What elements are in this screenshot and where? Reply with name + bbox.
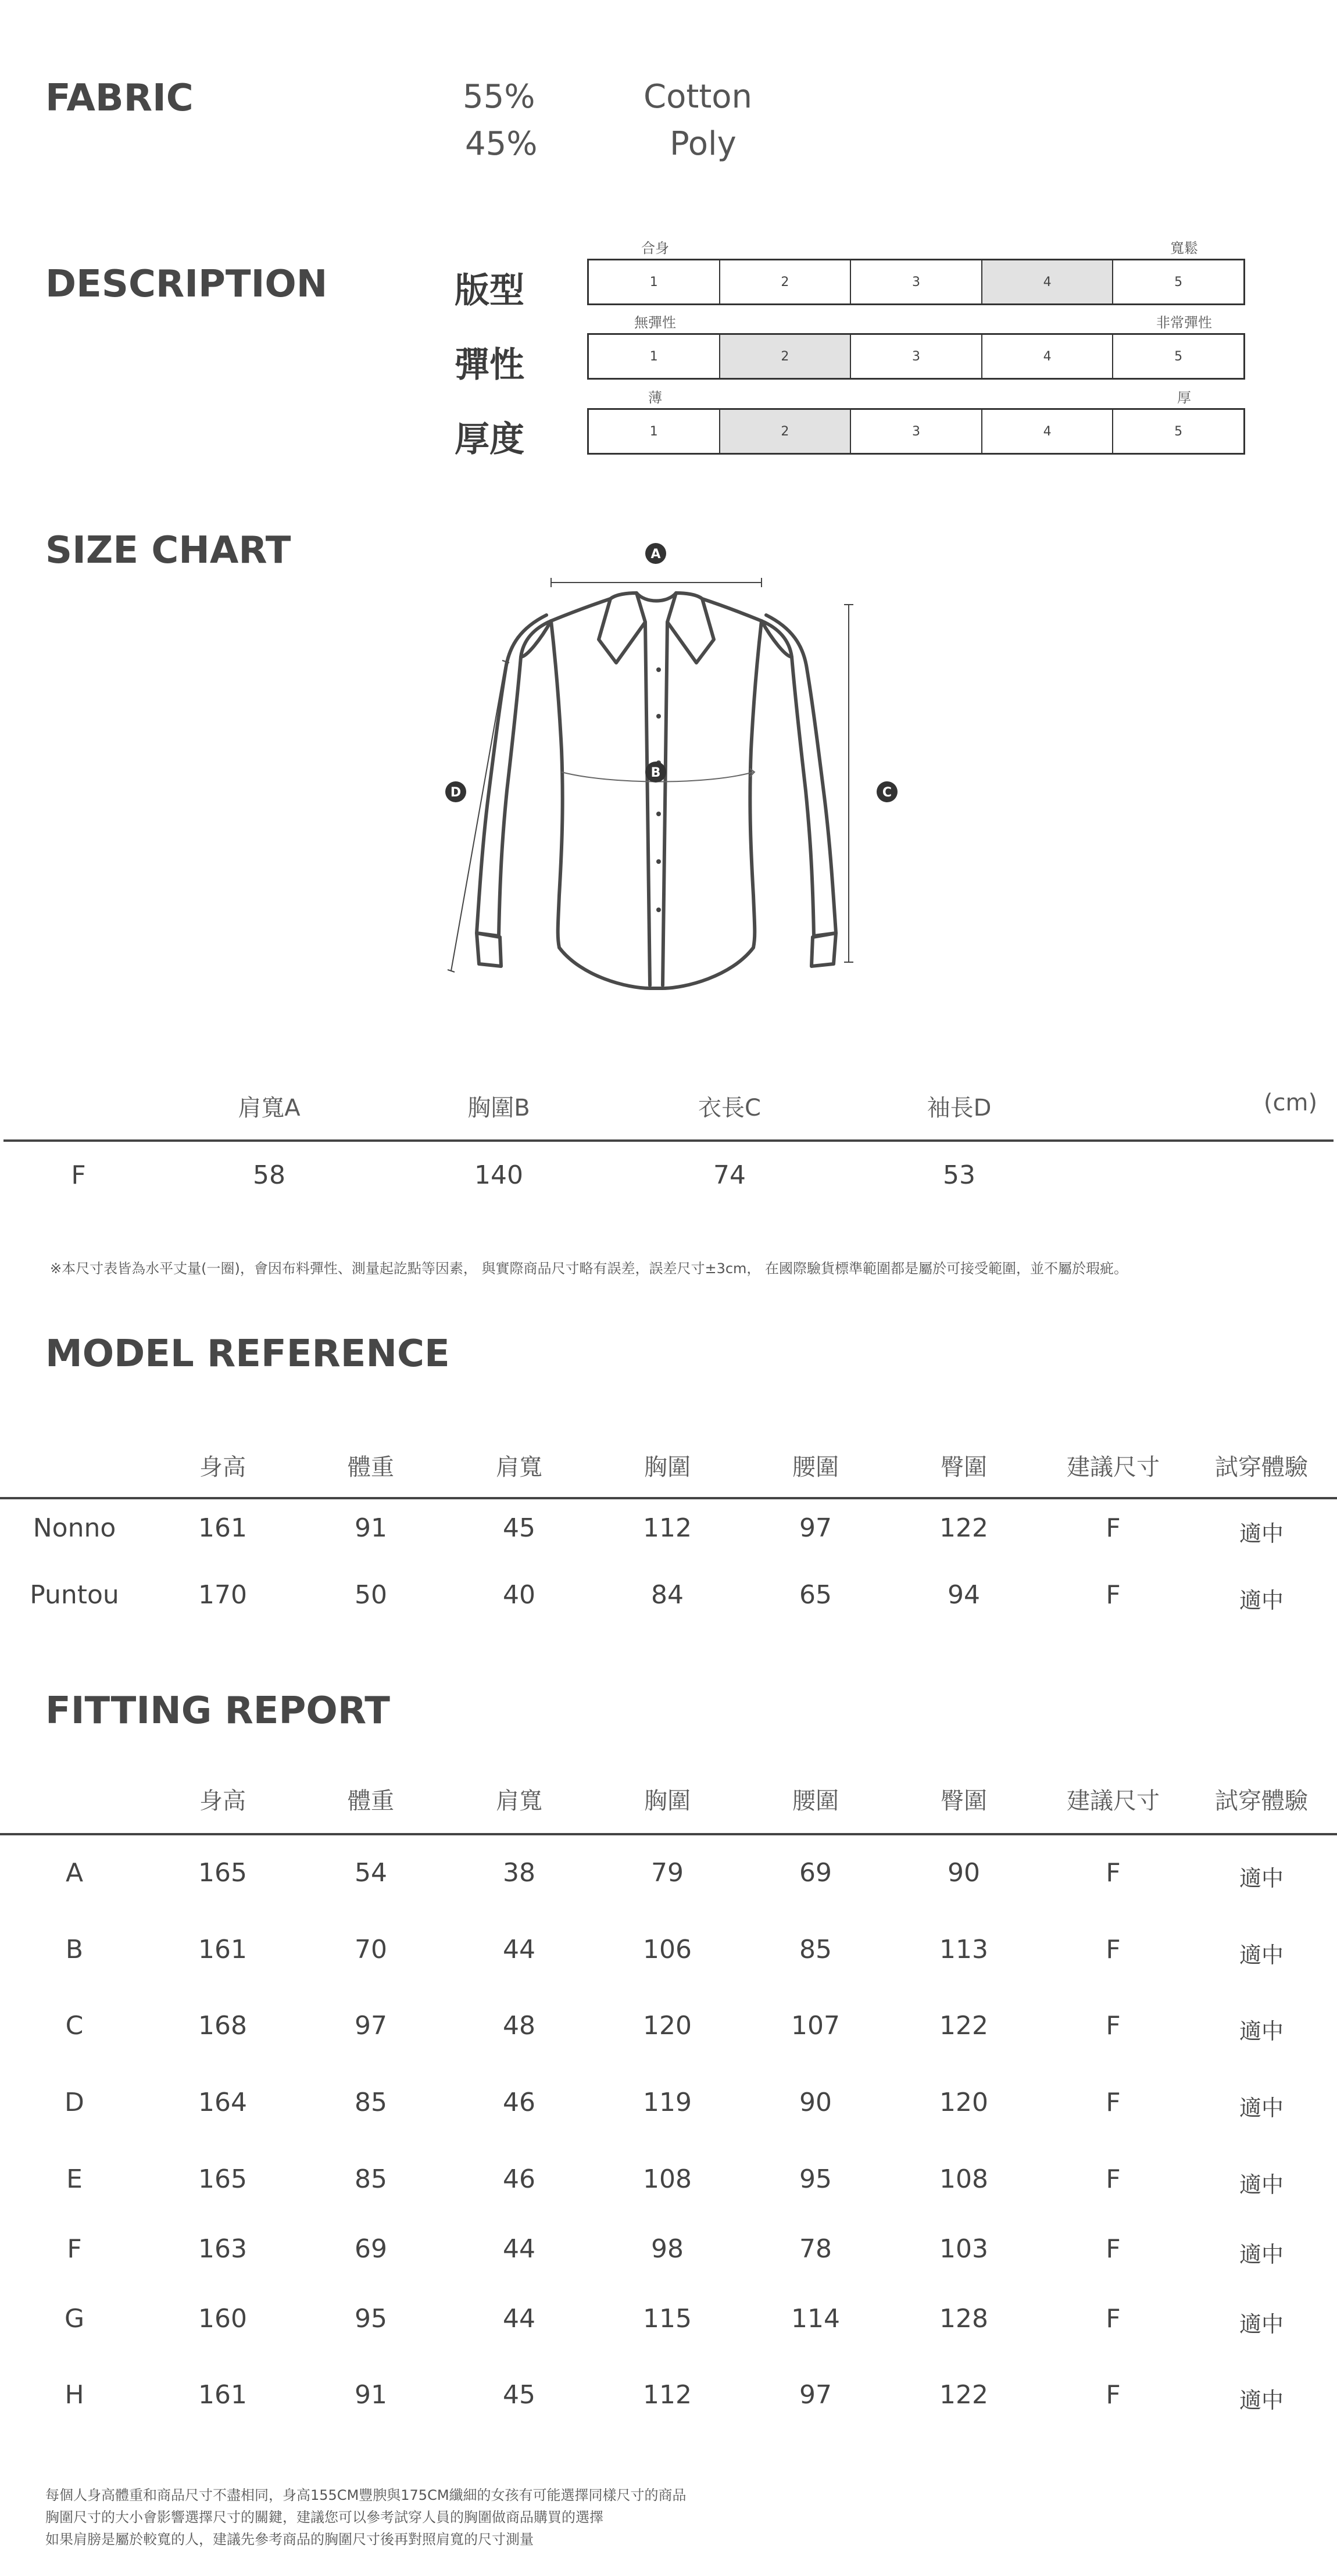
marker-a [645, 543, 666, 564]
scale-step: 5 [1112, 410, 1243, 453]
fitting_report-cell: 44 [503, 2234, 535, 2264]
fabric-material-1: Cotton [644, 78, 753, 116]
scale-high-label-2: 非常彈性 [1156, 315, 1212, 331]
fitting_report-cell: 適中 [1239, 2242, 1284, 2267]
fabric-heading: FABRIC [45, 77, 194, 120]
fitting_report-cell: 90 [948, 1858, 980, 1888]
scale-step: 1 [649, 349, 658, 364]
scale-step: 4 [981, 410, 1113, 453]
scale-step: 5 [1112, 335, 1243, 378]
fitting_report-cell: 122 [939, 2380, 988, 2410]
fitting_report-cell: F [1106, 2088, 1121, 2117]
fitting_report-cell: 78 [799, 2234, 832, 2264]
scale-step: 3 [850, 335, 981, 378]
fitting_report-cell: 160 [198, 2304, 247, 2334]
description-heading: DESCRIPTION [45, 263, 328, 306]
scale-step: 4 [981, 335, 1113, 378]
fabric-percent-2: 45% [465, 125, 538, 163]
fitting_report-cell: 161 [198, 2380, 247, 2410]
fitting_report-rule [0, 1833, 1337, 1835]
fitting_report-cell: 95 [355, 2304, 387, 2334]
scale-low-label-3: 薄 [648, 390, 662, 406]
size-row-label: F [71, 1160, 86, 1190]
model_reference-header: 胸圍 [644, 1454, 691, 1481]
fitting_report-row-label: C [65, 2011, 84, 2041]
fitting_report-header: 肩寬 [496, 1788, 542, 1814]
fitting_report-cell: 113 [939, 1935, 988, 1964]
model_reference-cell: 50 [355, 1580, 387, 1610]
model_reference-header: 腰圍 [792, 1454, 839, 1481]
scale-step: 3 [850, 260, 981, 303]
fitting_report-cell: 適中 [1239, 1942, 1284, 1968]
fitting_report-row-label: E [66, 2164, 83, 2194]
size-header: 衣長C [698, 1095, 761, 1121]
size-header: 袖長D [927, 1095, 992, 1121]
size-cell: 140 [474, 1160, 523, 1190]
fitting-note-1: 每個人身高體重和商品尺寸不盡相同，身高155CM豐腴與175CM纖細的女孩有可能選擇同樣尺寸的商品 [45, 2487, 687, 2503]
size-cell: 58 [253, 1160, 285, 1190]
model_reference-row-label: Nonno [33, 1513, 116, 1543]
fitting_report-header: 胸圍 [644, 1788, 691, 1814]
size-unit: (cm) [1263, 1089, 1318, 1116]
fitting_report-cell: 165 [198, 1858, 247, 1888]
fabric-percent-1: 55% [463, 78, 535, 116]
fitting_report-cell: 128 [939, 2304, 988, 2334]
fitting_report-cell: 85 [355, 2088, 387, 2117]
fitting_report-header: 身高 [199, 1788, 246, 1814]
fitting_report-cell: 70 [355, 1935, 387, 1964]
fitting_report-cell: 108 [643, 2164, 692, 2194]
scale-step: 5 [1112, 260, 1243, 303]
model_reference-cell: 65 [799, 1580, 832, 1610]
model_reference-cell: 112 [643, 1513, 692, 1543]
model_reference-header: 體重 [348, 1454, 394, 1481]
scale-step: 2 [719, 410, 850, 453]
fitting_report-row-label: H [65, 2380, 84, 2410]
size-table-rule [3, 1139, 1334, 1142]
fitting_report-cell: 90 [799, 2088, 832, 2117]
scale-low-label-2: 無彈性 [634, 315, 676, 331]
model_reference-header: 肩寬 [496, 1454, 542, 1481]
fitting_report-cell: 122 [939, 2011, 988, 2041]
marker-d [445, 781, 466, 802]
scale-row-1 [587, 259, 1245, 305]
model_reference-cell: 94 [948, 1580, 980, 1610]
fitting_report-cell: 適中 [1239, 2018, 1284, 2044]
model-reference-heading: MODEL REFERENCE [45, 1332, 450, 1375]
model_reference-cell: 適中 [1239, 1521, 1284, 1546]
fitting_report-cell: F [1106, 2011, 1121, 2041]
model_reference-header: 臀圍 [941, 1454, 987, 1481]
fitting-note-2: 胸圍尺寸的大小會影響選擇尺寸的關鍵，建議您可以參考試穿人員的胸圍做商品購買的選擇 [45, 2509, 603, 2525]
scale-high-label-3: 厚 [1177, 390, 1191, 406]
marker-c-label: C [882, 785, 892, 800]
fitting_report-cell: 45 [503, 2380, 535, 2410]
model_reference-cell: 161 [198, 1513, 247, 1543]
fitting_report-cell: 44 [503, 2304, 535, 2334]
fitting_report-cell: F [1106, 2164, 1121, 2194]
scale-step: 1 [649, 424, 658, 439]
fitting_report-cell: 119 [643, 2088, 692, 2117]
fitting_report-cell: 適中 [1239, 1866, 1284, 1891]
fitting_report-cell: 103 [939, 2234, 988, 2264]
fitting_report-cell: 適中 [1239, 2172, 1284, 2198]
fitting_report-cell: 164 [198, 2088, 247, 2117]
size-header: 肩寬A [238, 1095, 301, 1121]
scale-label-1: 版型 [455, 270, 524, 311]
fitting_report-header: 建議尺寸 [1067, 1788, 1160, 1814]
fitting_report-row-label: G [64, 2304, 85, 2334]
scale-step: 1 [649, 274, 658, 290]
fitting_report-cell: F [1106, 2304, 1121, 2334]
model_reference-cell: 84 [651, 1580, 684, 1610]
model_reference-header: 試穿體驗 [1215, 1454, 1308, 1481]
fitting_report-cell: 69 [799, 1858, 832, 1888]
fitting_report-cell: 適中 [1239, 2311, 1284, 2337]
marker-b [645, 762, 666, 783]
size-cell: 53 [943, 1160, 975, 1190]
fitting_report-cell: 46 [503, 2088, 535, 2117]
fitting_report-cell: 120 [643, 2011, 692, 2041]
size-header: 胸圍B [467, 1095, 530, 1121]
fitting_report-row-label: B [65, 1935, 84, 1964]
scale-row-3 [587, 408, 1245, 455]
fitting_report-cell: 91 [355, 2380, 387, 2410]
fitting_report-cell: F [1106, 1858, 1121, 1888]
model_reference-cell: 40 [503, 1580, 535, 1610]
model_reference-cell: F [1106, 1580, 1121, 1610]
fitting_report-cell: 44 [503, 1935, 535, 1964]
scale-step: 2 [719, 260, 850, 303]
fitting_report-cell: 163 [198, 2234, 247, 2264]
model_reference-cell: 適中 [1239, 1588, 1284, 1613]
fitting_report-cell: 168 [198, 2011, 247, 2041]
model_reference-cell: 170 [198, 1580, 247, 1610]
fitting-note-3: 如果肩膀是屬於較寬的人，建議先參考商品的胸圍尺寸後再對照肩寬的尺寸測量 [45, 2531, 534, 2548]
model_reference-header: 身高 [199, 1454, 246, 1481]
scale-step: 3 [850, 410, 981, 453]
marker-a-label: A [650, 547, 661, 562]
fitting_report-cell: 適中 [1239, 2095, 1284, 2121]
fitting-report-heading: FITTING REPORT [45, 1689, 390, 1732]
model_reference-cell: 97 [799, 1513, 832, 1543]
fitting_report-header: 體重 [348, 1788, 394, 1814]
model_reference-cell: 91 [355, 1513, 387, 1543]
fitting_report-cell: 114 [791, 2304, 840, 2334]
fitting_report-cell: 115 [643, 2304, 692, 2334]
fitting_report-cell: 97 [355, 2011, 387, 2041]
size-cell: 74 [713, 1160, 746, 1190]
scale-row-2 [587, 333, 1245, 380]
fitting_report-row-label: D [65, 2088, 84, 2117]
fitting_report-cell: 97 [799, 2380, 832, 2410]
scale-step: 4 [981, 260, 1113, 303]
fabric-material-2: Poly [670, 125, 737, 163]
fitting_report-cell: 適中 [1239, 2388, 1284, 2413]
fitting_report-cell: 69 [355, 2234, 387, 2264]
size-chart-note: ※本尺寸表皆為水平丈量(一圈)，會因布料彈性、測量起訖點等因素， 與實際商品尺寸略有誤差，誤差尺寸±3cm， 在國際驗貨標準範圍都是屬於可接受範圍，並不屬於瑕疵。 [50, 1260, 1128, 1277]
fitting_report-cell: 38 [503, 1858, 535, 1888]
fitting_report-header: 臀圍 [941, 1788, 987, 1814]
fitting_report-cell: 54 [355, 1858, 387, 1888]
scale-label-3: 厚度 [455, 419, 524, 460]
scale-label-2: 彈性 [455, 345, 524, 385]
fitting_report-cell: 85 [799, 1935, 832, 1964]
scale-high-label-1: 寬鬆 [1170, 240, 1198, 256]
model_reference-cell: 122 [939, 1513, 988, 1543]
fitting_report-cell: 120 [939, 2088, 988, 2117]
fitting_report-cell: 98 [651, 2234, 684, 2264]
size-chart-heading: SIZE CHART [45, 529, 291, 572]
fitting_report-cell: F [1106, 2234, 1121, 2264]
model_reference-cell: F [1106, 1513, 1121, 1543]
model_reference-rule [0, 1497, 1337, 1499]
fitting_report-cell: 106 [643, 1935, 692, 1964]
fitting_report-row-label: A [65, 1858, 84, 1888]
fitting_report-cell: 46 [503, 2164, 535, 2194]
marker-b-label: B [650, 766, 661, 780]
fitting_report-row-label: F [67, 2234, 82, 2264]
fitting_report-header: 腰圍 [792, 1788, 839, 1814]
fitting_report-cell: 85 [355, 2164, 387, 2194]
fitting_report-cell: F [1106, 1935, 1121, 1964]
fitting_report-cell: 95 [799, 2164, 832, 2194]
fitting_report-cell: 165 [198, 2164, 247, 2194]
model_reference-cell: 45 [503, 1513, 535, 1543]
model_reference-row-label: Puntou [30, 1580, 119, 1610]
model_reference-header: 建議尺寸 [1067, 1454, 1160, 1481]
fitting_report-cell: 79 [651, 1858, 684, 1888]
fitting_report-cell: 161 [198, 1935, 247, 1964]
fitting_report-cell: 112 [643, 2380, 692, 2410]
fitting_report-cell: 107 [791, 2011, 840, 2041]
marker-d-label: D [450, 785, 462, 800]
fitting_report-cell: 108 [939, 2164, 988, 2194]
scale-low-label-1: 合身 [641, 240, 669, 256]
fitting_report-header: 試穿體驗 [1215, 1788, 1308, 1814]
fitting_report-cell: F [1106, 2380, 1121, 2410]
fitting_report-cell: 48 [503, 2011, 535, 2041]
scale-step: 2 [719, 335, 850, 378]
marker-c [877, 781, 898, 802]
shirt-diagram [407, 529, 930, 994]
